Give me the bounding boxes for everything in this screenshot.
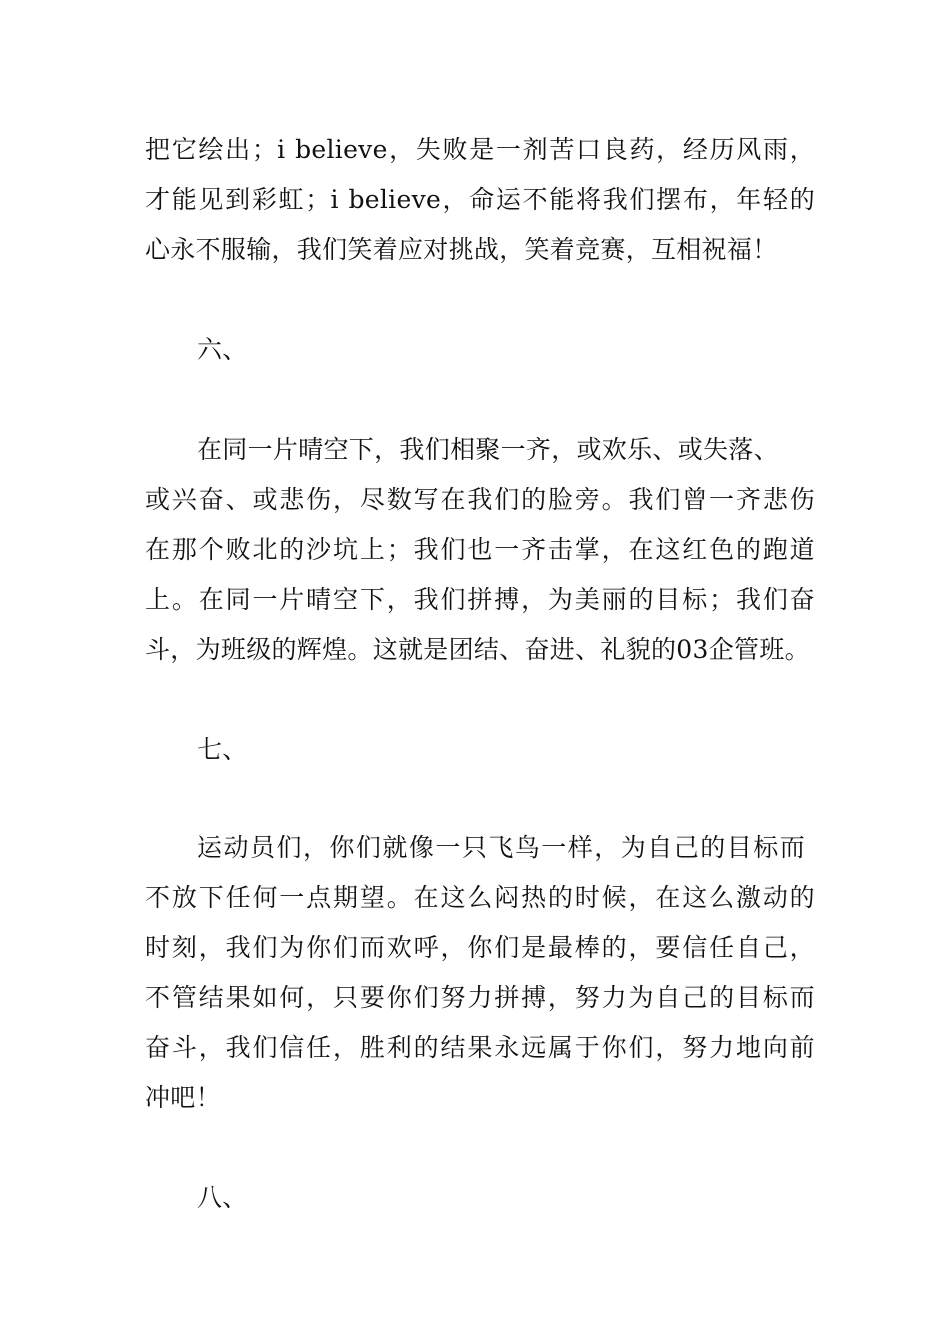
intro-line-2: 才能见到彩虹；i believe，命运不能将我们摆布，年轻的 <box>145 185 815 214</box>
section-7-line-1: 运动员们，你们就像一只飞鸟一样，为自己的目标而 <box>197 833 805 862</box>
intro-line-3: 心永不服输，我们笑着应对挑战，笑着竞赛，互相祝福！ <box>145 235 778 264</box>
section-7-line-6: 冲吧！ <box>145 1083 221 1112</box>
section-6-line-2: 或兴奋、或悲伤，尽数写在我们的脸旁。我们曾一齐悲伤 <box>145 485 815 514</box>
section-7-line-5: 奋斗，我们信任，胜利的结果永远属于你们，努力地向前 <box>145 1033 815 1062</box>
section-6-line-5: 斗，为班级的辉煌。这就是团结、奋进、礼貌的03企管班。 <box>145 635 810 664</box>
intro-line-1: 把它绘出；i believe，失败是一剂苦口良药，经历风雨， <box>145 135 815 164</box>
section-7-line-2: 不放下任何一点期望。在这么闷热的时候，在这么激动的 <box>145 883 815 912</box>
section-heading-7: 七、 <box>197 735 248 764</box>
section-6-line-3: 在那个败北的沙坑上；我们也一齐击掌，在这红色的跑道 <box>145 535 815 564</box>
section-6-line-4: 上。在同一片晴空下，我们拼搏，为美丽的目标；我们奋 <box>145 585 815 614</box>
section-heading-6: 六、 <box>197 335 248 364</box>
section-7-line-4: 不管结果如何，只要你们努力拼搏，努力为自己的目标而 <box>145 983 815 1012</box>
section-heading-8: 八、 <box>197 1183 248 1212</box>
section-6-line-1: 在同一片晴空下，我们相聚一齐，或欢乐、或失落、 <box>197 435 779 464</box>
section-7-line-3: 时刻，我们为你们而欢呼，你们是最棒的，要信任自己， <box>145 933 815 962</box>
